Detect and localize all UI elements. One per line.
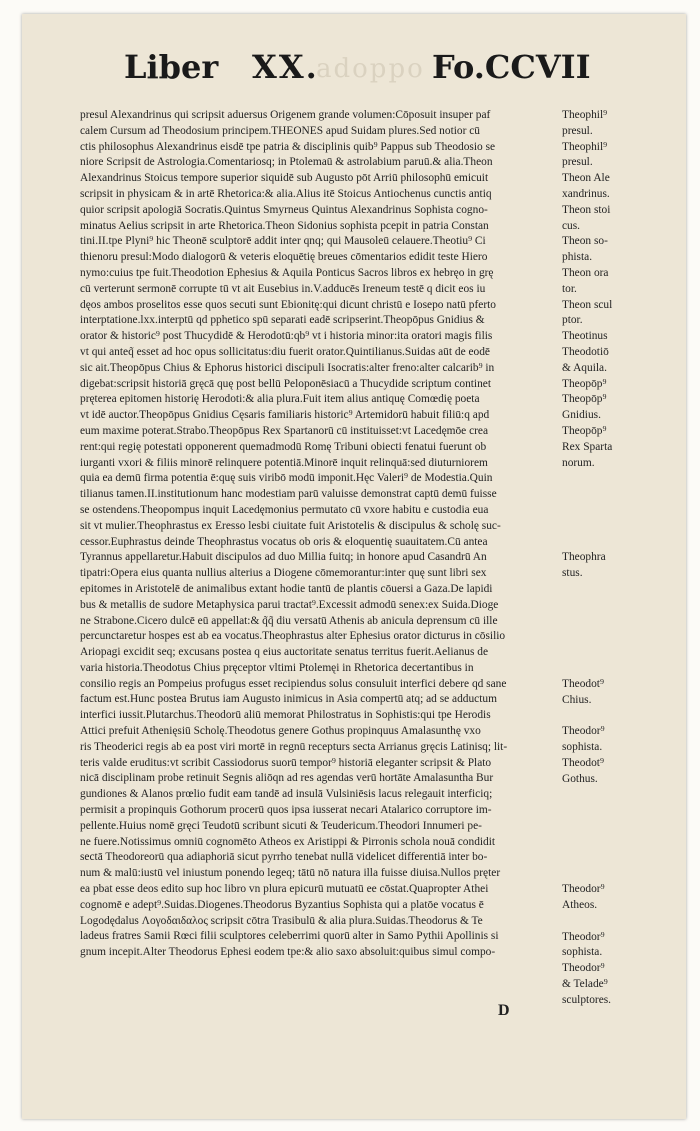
text-line: orator & historic⁹ post Thucydidē & Herodotū:qb⁹ vt i historia minor:ita oratori magis filis <box>80 330 493 343</box>
text-line: Ariopagi excidit seq; excusans postea q eius auctoritate senatus territus fuerit.Aelianus de <box>80 646 489 659</box>
margin-note: Rex Sparta <box>562 440 613 453</box>
text-line: presul Alexandrinus qui scripsit aduersus Origenem grande volumen:Cōposuit insuper paf <box>80 109 491 121</box>
margin-note: sculptores. <box>562 993 612 1006</box>
margin-note: Theophil⁹ <box>562 140 608 153</box>
margin-note: presul. <box>562 124 593 137</box>
text-line: num & malū:iustū vel iniustum ponendo legeq; tātū nō natura illa fuisse diuisa.Nullos pręter <box>80 867 501 880</box>
margin-note: Theodor⁹ <box>562 883 605 896</box>
margin-note: Atheos. <box>562 899 598 911</box>
text-line: calem Cursum ad Theodosium principem.THEONES apud Suidam plures.Sed notior cū <box>80 124 480 137</box>
text-line: sic ait.Theopōpus Chius & Ephorus historici discipuli Isocratis:alter freno:alter calcarib⁹ in <box>80 361 495 374</box>
margin-note: Gothus. <box>562 772 598 785</box>
margin-note: cus. <box>562 219 581 232</box>
margin-note: Theodor⁹ <box>562 725 605 738</box>
margin-note: Theopōp⁹ <box>562 425 607 437</box>
text-line: Tyrannus appellaretur.Habuit discipulos ad duo Millia fuitq; in honore apud Casandrū An <box>80 551 487 564</box>
text-line: ctis philosophus Alexandrinus eisdē tpe patria & disciplinis quib⁹ Pappus sub Theodosio se <box>80 140 496 153</box>
margin-note: Theodot⁹ <box>562 756 604 769</box>
text-line: ris Theoderici regis ab ea post viri mortē in regnū recepturs secta Arrianus gręcis Latinisq; lit- <box>80 740 508 753</box>
text-line: minatus Aelius scripsit in arte Rhetorica.Theon Sidonius sophista pcepit in patria Constan <box>80 219 489 232</box>
margin-note: Gnidius. <box>562 409 601 422</box>
text-line: tini.II.tpe Plyni⁹ hic Theonē sculptorē addit inter qnq; qui Mausoleū celauere.Theotiu⁹ Ci <box>80 235 486 248</box>
text-line: quia ea demū firma potentia ē:quę suis viribō modū imponit.Hęc Valeri⁹ de Modestia.Quin <box>80 472 493 485</box>
text-line: interfici iussit.Plutarchus.Theodorū aliū memorat Philostratus in Sophistis:qui tpe Herodis <box>80 709 491 722</box>
text-line: sectā Theodoreorū qua adiaphoriā sicut pyrrho tenebat nullā videlicet differentiā inter bo- <box>80 851 488 864</box>
margin-note: Theophil⁹ <box>562 109 608 121</box>
text-line: scripsit in physicam & in artē Rhetorica:& alia.Alius itē Stoicus Antiochenus cunctis antiq <box>80 187 492 200</box>
text-line: cessor.Euphrastus deinde Theophrastus vocatus ob oris & eloquentię suauitatem.Cū antea <box>80 535 488 548</box>
text-line: rent:qui regię potestati opponerent quemadmodū Romę Tribuni obiecti fenatui fuerunt ob <box>80 440 487 453</box>
margin-note: Theon scul <box>562 298 613 311</box>
text-line: quior scripsit apologiā Socratis.Quintus Smyrneus Quintus Alexandrinus Sophista cogno- <box>80 203 488 216</box>
margin-note: stus. <box>562 567 583 580</box>
text-line: teris valde eruditus:vt scribit Cassiodorus suorū tempor⁹ historiā eleganter scripsit & Plato <box>80 756 492 769</box>
text-line: tilianus tamen.II.institutionum hanc modestiam parū valuisse demonstrat captū demū fuisse <box>80 488 497 501</box>
margin-note: sophista. <box>562 946 603 959</box>
text-line: varia historia.Theodotus Chius pręceptor vltimi Ptolemęi in Rhetorica decertantibus in <box>80 661 474 674</box>
text-line: iurganti vxori & filiis minorē relinquere potentiā.Minorē inquit relinquā:sed diuturniorem <box>80 456 488 469</box>
text-line: interptatione.lxx.interptū qd pphetico spū separati eadē scripserint.Theopōpus Gnidius & <box>80 314 485 327</box>
margin-note: presul. <box>562 156 593 169</box>
text-line: ne fuere.Notissimus omniū cognomēto Atheos ex Aristippi & Pirronis schola nouā condidit <box>80 835 496 848</box>
text-line: gnum incepit.Alter Theodorus Ephesi eodem tpe:& alio saxo absoluit:quibus simul compo- <box>80 946 496 959</box>
text-line: niore Scripsit de Astrologia.Comentariosq; in Ptolemaū & astrolabium paruū.& alia.Theon <box>80 156 493 169</box>
margin-note: Theotinus <box>562 330 608 343</box>
margin-note: Theopōp⁹ <box>562 393 607 406</box>
margin-note: Theodot⁹ <box>562 677 604 690</box>
text-line: thienoru presul:Modo dialogorū & veteris eloquētię breues cōmentarios edidit teste Hiero <box>80 251 488 264</box>
margin-note: norum. <box>562 456 595 469</box>
text-line: tipatri:Opera eius quanta nullius alterius a Diogene cōmemorantur:inter quę sunt libri sex <box>80 567 487 580</box>
text-line: ne Strabone.Cicero dulcē eū appellat:& q̃q̃ diu versatū Athenis ab anicula deprensum cū ille <box>80 614 498 627</box>
margin-note: xandrinus. <box>562 188 610 200</box>
text-line: permisit a propinquis Gothorum procerū quos ipsa iusserat necari Atalarico corruptore im- <box>80 804 492 817</box>
text-line: nicā disciplinam probe retinuit Segnis aliōqn ad res agendas verū hortāte Amalasuntha Bur <box>80 772 494 785</box>
margin-note: & Telade⁹ <box>562 978 608 990</box>
text-line: ea pbat esse deos edito sup hoc libro vn plura epicurū mutuatū ee cōstat.Quapropter Athei <box>80 883 489 896</box>
text-line: gundiones & Alanos prœlio fudit eam tandē ad insulā Vulsiniēsis lacus relegauit interficiq; <box>80 788 493 801</box>
margin-note: & Aquila. <box>562 361 607 374</box>
margin-note: Chius. <box>562 693 592 706</box>
margin-note: ptor. <box>562 314 583 327</box>
text-line: Alexandrinus Stoicus tempore superior siquidē sub Augusto pōt Arriū philosophū emicuit <box>80 172 489 185</box>
text-line: cū verterunt sermonē corrupte tū vt ait Eusebius in.V.adducēs Ireneum testē q dicit eos iu <box>80 282 486 295</box>
text-line: sit vt mulier.Theophrastus ex Eresso lesbi ciuitate fuit Aristotelis & discipulus & scholę suc- <box>80 519 501 532</box>
text-line: epitomes in Aristotelē de animalibus extant hodie tantū de plantis cōuersi a Gaza.De lapidi <box>80 582 493 595</box>
book-page <box>22 14 686 1119</box>
margin-note: sophista. <box>562 741 603 753</box>
signature-mark: D <box>498 1002 510 1019</box>
text-line: Logodędalus Λογοδαιδαλος scripsit cōtra Trasibulū & alia plura.Suidas.Theodorus & Te <box>80 914 483 927</box>
text-line: pręterea epitomen historię Herodoti:& alia plura.Fuit item alius antiquę Comœdię poeta <box>80 393 480 406</box>
text-line: se ostendens.Theopompus inquit Lacedęmonius permutato cū vxore habitu e custodia eua <box>80 503 489 516</box>
text-line: ladeus fratres Samii Rœci filii sculptores celeberrimi quorū alter in Samo Pythii Apollinis si <box>80 930 499 943</box>
text-line: Attici prefuit Athenięsiū Scholę.Theodotus genere Gothus propinquus Amalasunthę vxo <box>80 725 481 738</box>
text-line: bus & metallis de sudore Metaphysica parui tractat⁹.Excessit admodū senex:ex Suida.Dioge <box>80 598 499 611</box>
margin-note: Theodor⁹ <box>562 930 605 943</box>
text-line: factum est.Hunc postea Brutus iam Augusto inimicus in Asia compertū atq; ad se adductum <box>80 693 497 706</box>
folio-number: Fo.CCVII <box>432 48 591 86</box>
text-line: eum maxime poterat.Strabo.Theopōpus Rex Spartanorū cū instituisset:vt Lacedęmōe crea <box>80 424 489 437</box>
book-number: XX. <box>252 48 319 86</box>
running-header <box>102 42 646 96</box>
margin-note: Theopōp⁹ <box>562 377 607 390</box>
text-line: percunctaretur hospes est ab ea vocatus.Theophrastus alter Ephesius orator dicturus in cōsilio <box>80 630 506 643</box>
text-line: vt idē auctor.Theopōpus Gnidius Cęsaris familiaris historic⁹ Artemidorū habuit filiū:q apd <box>80 409 490 422</box>
margin-note: Theodor⁹ <box>562 962 605 975</box>
text-line: dęos ambos proselitos esse quos secuti sunt Ebionitę:qui dicunt christū e Iosepo natū pferto <box>80 298 497 311</box>
margin-note: tor. <box>562 282 577 295</box>
margin-note: Theophra <box>562 551 606 564</box>
margin-note: Theon Ale <box>562 172 610 185</box>
main-text-column <box>80 108 588 961</box>
margin-note: Theon stoi <box>562 203 611 216</box>
text-line: digebat:scripsit historiā gręcā quę post bellū Peloponēsiacū a Thucydide scriptum continet <box>80 377 492 390</box>
text-line: cognomē e adept⁹.Suidas.Diogenes.Theodorus Byzantius Sophista qui a platōe vocatus ē <box>80 898 484 911</box>
text-line: vt qui anteq̃ esset ad hoc opus sollicitatus:diu fuerit orator.Quintilianus.Suidas aūt de eodē <box>80 345 490 358</box>
margin-note: Theodotiō <box>562 346 609 358</box>
show-through-text: adoppo <box>316 54 425 84</box>
margin-note: Theon so- <box>562 235 608 248</box>
book-label: Liber <box>124 48 219 86</box>
text-line: nymo:cuius tpe fuit.Theodotion Ephesius & Aquila Ponticus Sacros libros ex hebręo in grę <box>80 266 494 279</box>
text-line: pellente.Huius nomē gręci Teudotū scribunt sicuti & Teudericum.Theodori Innumeri pe- <box>80 819 482 832</box>
margin-note: phista. <box>562 251 593 264</box>
margin-note: Theon ora <box>562 267 609 279</box>
text-line: consilio regis an Pompeius profugus esset recipiendus solus consuluit interfici debere qd sane <box>80 677 507 690</box>
